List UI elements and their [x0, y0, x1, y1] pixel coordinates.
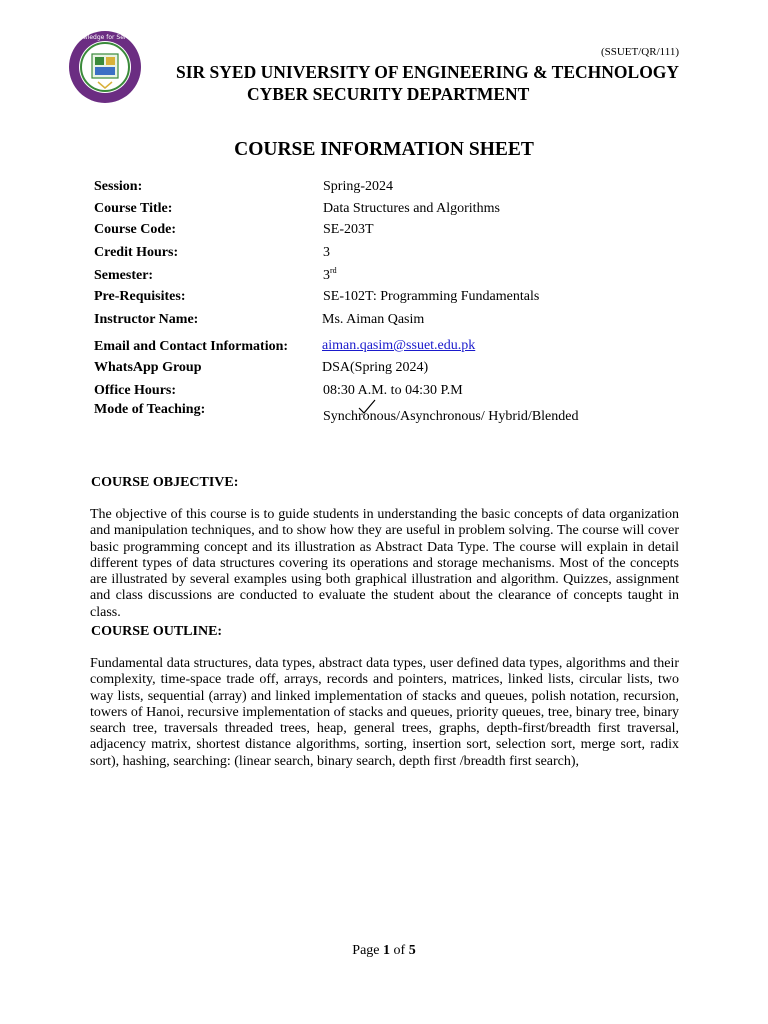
course-code-value: SE-203T: [323, 222, 374, 237]
mode-label: Mode of Teaching:: [94, 402, 206, 417]
office-hours-value: 08:30 A.M. to 04:30 P.M: [323, 383, 463, 398]
session-value: Spring-2024: [323, 179, 393, 194]
office-hours-label: Office Hours:: [94, 383, 177, 398]
objective-heading: COURSE OBJECTIVE:: [91, 475, 239, 490]
whatsapp-value: DSA(Spring 2024): [322, 360, 429, 375]
course-code-label: Course Code:: [94, 222, 177, 237]
page-title: COURSE INFORMATION SHEET: [234, 139, 534, 160]
email-label: Email and Contact Information:: [94, 339, 289, 354]
semester-label: Semester:: [94, 268, 154, 283]
page-number: [0, 943, 768, 959]
objective-paragraph: The objective of this course is to guide students in understanding the basic concepts of data organization and manipulation techniques, and to show how they are useful in problem solving. The course will cover basic programming concept and its illustration as Abstract Data Type. The course will explain in detail different types of data structures covering its operations and storage mechanisms. Most of the concepts are illustrated by several examples using both graphical illustration and algorithm. Quizzes, assignment and class discussions are conducted to evaluate the student about the clearance of concepts taught in class.: [90, 507, 679, 620]
university-name: SIR SYED UNIVERSITY OF ENGINEERING & TECHNOLOGY: [176, 62, 680, 82]
whatsapp-label: WhatsApp Group: [94, 360, 202, 375]
of-word: of: [393, 943, 406, 958]
department-name: CYBER SECURITY DEPARTMENT: [247, 84, 530, 104]
credit-hours-value: 3: [323, 245, 330, 260]
university-logo: [68, 30, 142, 104]
page-word: Page: [352, 943, 380, 958]
course-title-label: Course Title:: [94, 201, 173, 216]
outline-heading: COURSE OUTLINE:: [91, 624, 223, 639]
course-title-value: Data Structures and Algorithms: [323, 201, 500, 216]
logo-motto: Knowledge for Service: [71, 34, 139, 41]
semester-number: 3: [323, 268, 330, 283]
mode-value: Synchronous/Asynchronous/ Hybrid/Blended: [323, 409, 579, 424]
prerequisites-value: SE-102T: Programming Fundamentals: [323, 289, 540, 304]
total-pages: 5: [408, 943, 416, 958]
credit-hours-label: Credit Hours:: [94, 245, 179, 260]
prerequisites-label: Pre-Requisites:: [94, 289, 186, 304]
semester-value: [323, 266, 337, 284]
document-reference: (SSUET/QR/111): [600, 46, 679, 58]
current-page: 1: [383, 943, 391, 958]
checkmark-icon: [358, 399, 376, 415]
instructor-label: Instructor Name:: [94, 312, 199, 327]
outline-paragraph: Fundamental data structures, data types, abstract data types, user defined data types, algorithms and their complexity, time-space trade off, arrays, records and pointers, matrices, linked lists, circular lists, two way lists, sequential (array) and linked implementation of stacks and queues, polish notation, recursion, towers of Hanoi, recursive implementation of stacks and queues, priority queues, tree, binary tree, binary search tree, traversals threaded trees, heap, general trees, graphs, depth-first/breadth first traversal, adjacency matrix, shortest distance algorithms, sorting, insertion sort, selection sort, merge sort, radix sort), hashing, searching: (linear search, binary search, depth first /breadth first search),: [90, 656, 679, 769]
instructor-value: Ms. Aiman Qasim: [322, 312, 425, 327]
session-label: Session:: [94, 179, 143, 194]
email-link[interactable]: aiman.qasim@ssuet.edu.pk: [322, 338, 476, 353]
semester-ordinal: rd: [330, 266, 337, 275]
